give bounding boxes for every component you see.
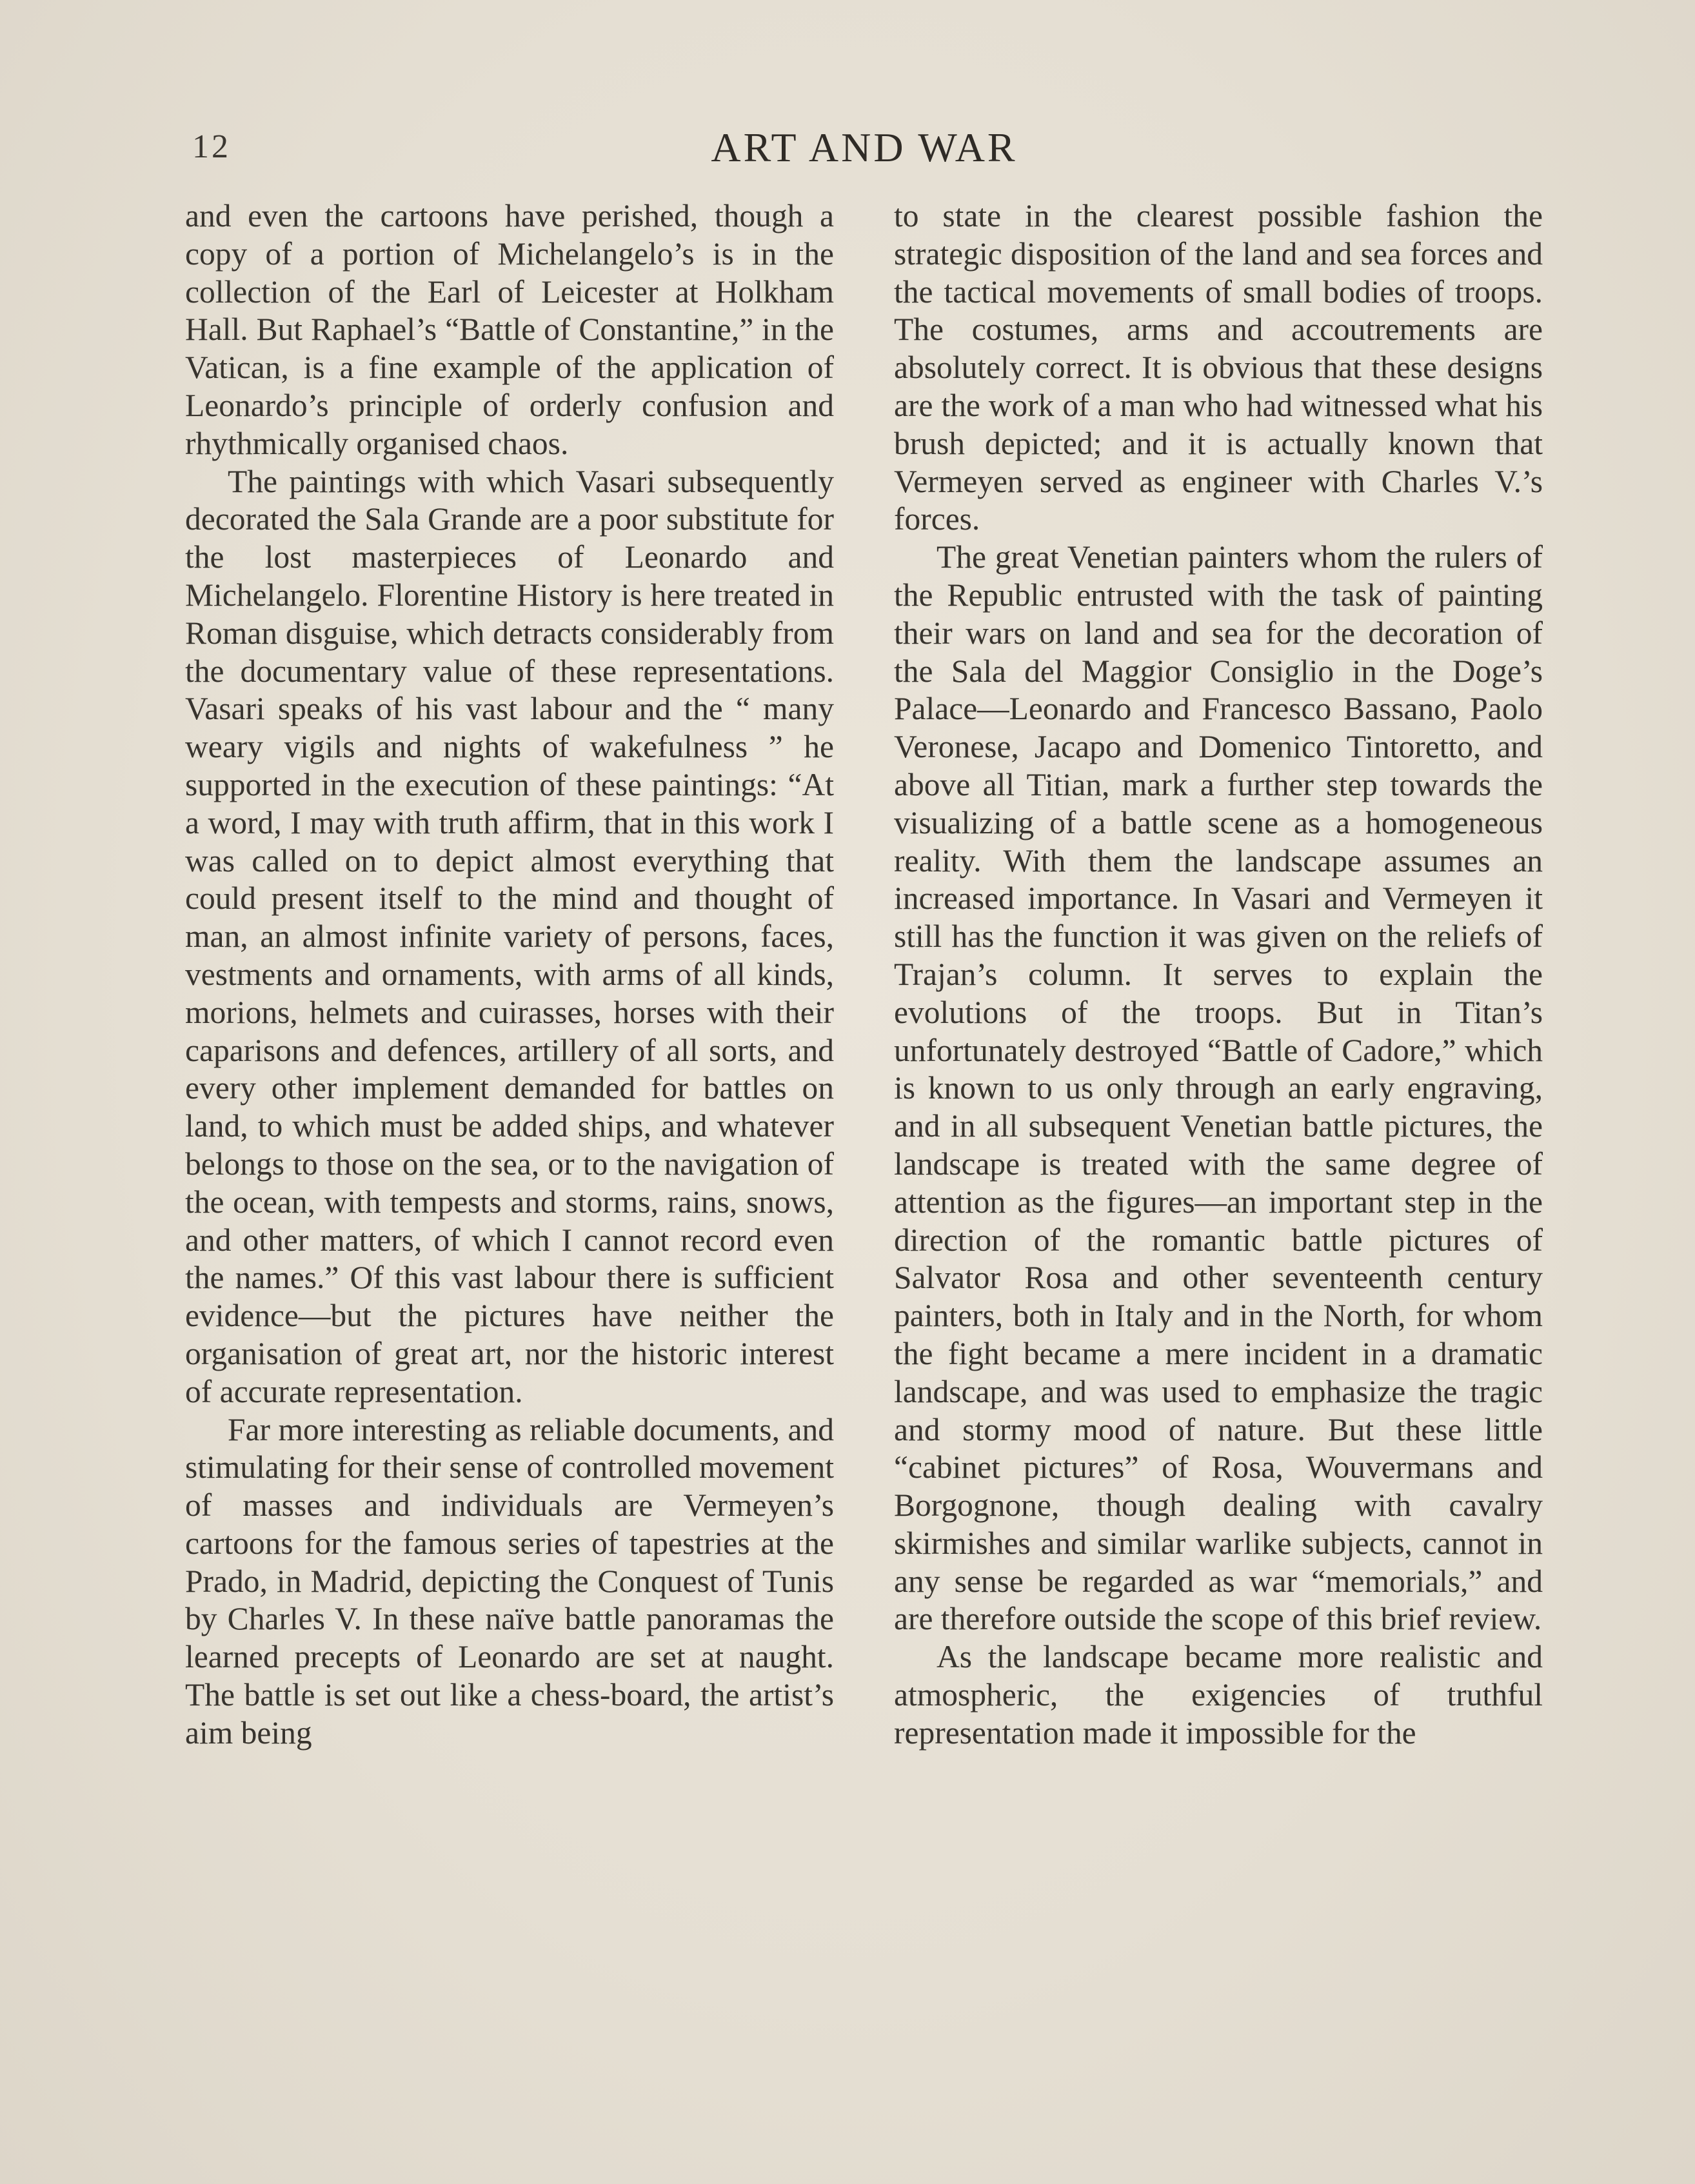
page-number: 12 [192, 128, 231, 165]
page-header [186, 124, 1543, 175]
paragraph: and even the cartoons have perished, though a copy of a portion of Michelangelo’s is in the collection of the Earl of Leicester at Holkham Hall. But Raphael’s “Battle of Constantine,” in the Vatican, is a fine example of the application of Leonardo’s principle of orderly confusion and rhythmically organised chaos. [185, 198, 834, 461]
paragraph: to state in the clearest possible fashion the strategic disposition of the land and sea forces and the tactical movements of small bodies of troops. The costumes, arms and accoutrements are absolutely correct. It is obvious that these designs are the work of a man who had witnessed what his brush depicted; and it is actually known that Vermeyen served as engineer with Charles V.’s forces. [894, 198, 1543, 537]
paragraph: As the landscape became more realistic and atmospheric, the exigencies of truthful representation made it impossible for the [894, 1639, 1543, 1751]
paragraph: The paintings with which Vasari subsequently decorated the Sala Grande are a poor substitute for the lost masterpieces of Leonardo and Michelangelo. Florentine History is here treated in Roman disguise, which detracts considerably from the documentary value of these representations. Vasari speaks of his vast labour and the “ many weary vigils and nights of wakefulness ” he supported in the execution of these paintings: “At a word, I may with truth affirm, that in this work I was called on to depict almost everything that could present itself to the mind and thought of man, an almost infinite variety of persons, faces, vestments and ornaments, with arms of all kinds, morions, helmets and cuirasses, horses with their caparisons and defences, artillery of all sorts, and every other implement demanded for battles on land, to which must be added ships, and whatever belongs to those on the sea, or to the navigation of the ocean, with tempests and storms, rains, snows, and other matters, of which I cannot record even the names.” Of this vast labour there is sufficient evidence—but the pictures have neither the organisation of great art, nor the historic interest of accurate representation. [185, 463, 834, 1409]
left-column [185, 197, 834, 1752]
paragraph: The great Venetian painters whom the rulers of the Republic entrusted with the task of painting their wars on land and sea for the decoration of the Sala del Maggior Consiglio in the Doge’s Palace—Leonardo and Francesco Bassano, Paolo Veronese, Jacapo and Domenico Tintoretto, and above all Titian, mark a further step towards the visualizing of a battle scene as a homogeneous reality. With them the landscape assumes an increased importance. In Vasari and Vermeyen it still has the function it was given on the reliefs of Trajan’s column. It serves to explain the evolutions of the troops. But in Titan’s unfortunately destroyed “Battle of Cadore,” which is known to us only through an early engraving, and in all subsequent Venetian battle pictures, the landscape is treated with the same degree of attention as the figures—an important step in the direction of the romantic battle pictures of Salvator Rosa and other seventeenth century painters, both in Italy and in the North, for whom the fight became a mere incident in a dramatic landscape, and was used to emphasize the tragic and stormy mood of nature. But these little “cabinet pictures” of Rosa, Wouvermans and Borgognone, though dealing with cavalry skirmishes and similar warlike subjects, cannot in any sense be regarded as war “memorials,” and are therefore outside the scope of this brief review. [894, 539, 1543, 1637]
running-title: ART AND WAR [711, 124, 1018, 170]
right-column [894, 197, 1543, 1752]
paragraph: Far more interesting as reliable documents, and stimulating for their sense of controlled movement of masses and individuals are Vermeyen’s cartoons for the famous series of tapestries at the Prado, in Madrid, depicting the Conquest of Tunis by Charles V. In these naïve battle panoramas the learned precepts of Leonardo are set at naught. The battle is set out like a chess-board, the artist’s aim being [185, 1411, 834, 1751]
